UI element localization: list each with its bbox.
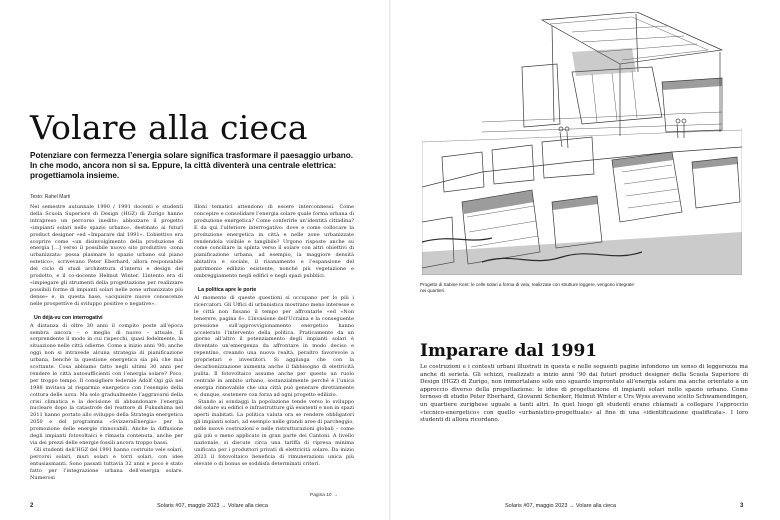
architectural-sketch-illustration [422, 12, 742, 275]
continue-link[interactable]: Pagina 10 → [310, 493, 338, 498]
right-body-column [420, 364, 748, 498]
right-page [390, 0, 780, 520]
paragraph: Illoni tematici attendono di essere interconnessi. Come concepire e consolidare l’energia solare quale forma urbana di produzione energetica? Come conferirle un’identità cittadina? E da qui l’ulteriore interrogativo: dove e come collocare la produzione energetica in città e nelle zone urbanizzate rendendola visibile e tangibile? Urgono risposte anche su come conciliare la spinta verso il solare con altri obiettivi di pianificazione urbana, ad esempio, la maggiore densità abitativa e sociale, il risanamento e l’espansione del patrimonio edilizio esistente, nonché più vegetazione e ombreggiamento negli edifici e negli spazi pubblici. [194, 204, 354, 280]
subheading-politica: La politica apre le porte [198, 286, 257, 293]
byline: Testo: Rahel Marti [30, 194, 71, 200]
paragraph: Al momento di queste questioni si occupano per lo più i ricercatori. Gli Uffici di urbanistica mostrano meno interesse e le città non fissano il tempo per affrontarle «ed «Non tenerere, pagina 6». L’invasione dell’Ucraina e la conseguente pressione sull’approvvigionamento energetico hanno accelerato l’intervento della politica. Praticamente da un giorno all’altro il potenziamento degli impianti solari è diventato un’emergenza da affrontare in modo deciso e repentino, creando una nuova realtà, peraltro favorevole a proprietari e investitori. Si aggiunga che con la decarbonizzazione aumenta anche il fabbisogno di elettricità pulita. Il fotovoltaico assume anche per questo un ruolo centrale in ambito urbano, sostanzialmente perché è l’unica energia rinnovabile che una città può generare direttamente e, dunque, sostenere con forza ad ogni progetto edilizio. [194, 294, 354, 398]
image-caption: Progetto di Sabine Kent: le celle solari a forma di vela, realizzate con strutture leggere, vengono integrate nei quartieri. [420, 282, 634, 293]
body-column-2 [194, 204, 354, 498]
paragraph: Stando ai sondaggi la popolazione tende verso lo sviluppo del solare su edifici e infrastrutture già esistenti e non in spazi aperti inabitati. La politica valuta ora se rendere obbligatori gli impianti solari, ad esempio nelle grandi aree di parcheggio, nelle nuove costruzioni e nelle ristrutturazioni globali – come già più o meno applicato in gran parte dei Cantoni. A livello nazionale, si discute circa una tariffa di ripresa minima unificata per i produttori privati di elettricità solare. Da inizio 2023 il fotovoltaico beneficia di rimunerazioni unica più elevate o di bonus se soddisfa determinati criteri. [194, 398, 354, 467]
article-title: Volare alla cieca [30, 108, 308, 147]
paragraph: Le costruzioni e i contesti urbani illustrati in questa e nelle seguenti pagine infondono un senso di leggerezza ma anche di serietà. Gli schizzi, realizzati a inizio anni ’90 dai futuri product designer della Scuola Superiore di Design (HGZ) di Zurigo, non immortalano solo uno sguardo improntato all’energia solare ma anche orientato a un approccio diverso della progettazione: le idee di progettazione di impianti solari nello spazio urbano. Come ternoso di studio Peter Eberhard, Giovanni Schenker, Helmut Winter e Urs Wyss avevano scelto Schwamendingen, un quartiere zurighese uguale a tanti altri. In quel luogo gli studenti erano chiamati a collegare l’approccio «tecnico-energetico» con quello «urbanistico-progettuale» al fine di una «identificazione qualificata». I loro studenti di allora ricordano. [420, 364, 748, 424]
page-number-left: 2 [30, 503, 34, 509]
article-deck: Potenziare con fermezza l’energia solare significa trasformare il paesaggio urbano. In che modo, ancora non si sa. Eppure, la città diventerà una centrale elettrica: progettiamola insieme. [30, 151, 354, 181]
body-column-1 [30, 204, 183, 498]
paragraph: Gli studenti dell’HGZ del 1991 hanno costruito vele solari, percorsi solari, muri solari e torri solari, con idee entusiasmanti. Sono passati tuttavia 32 anni e poco è stato fatto per l’integrazione urbana dell’energia solare. Numerosi [30, 446, 183, 481]
running-footer-right: Solaris #07, maggio 2023 → Volare alla cieca [505, 503, 616, 509]
section-heading: Imparare dal 1991 [420, 341, 598, 361]
paragraph: Nel semestre autunnale 1990 / 1991 docenti e studenti della Scuola Superiore di Design (HGZ) di Zurigo hanno intrapreso un percorso inedito: abbozzare il progetto «impianti solari nello spazio urbano», destinato ai futuri product designer «ed «Imparare dal 1991». L’obiettivo era scoprire come «un disinvolgimento della produzione di energia […] verso il possibile nuovo sito produttivo ‹zona urbanizzata› possa plasmare lo spazio urbano sul piano estetico», scrivevano Peter Eberhard, allora responsabile del ciclo di studi architettura d’interni e design del prodotto, e il co-docente Helmut Winter. L’intento era di «impiegare gli strumenti della progettazione per realizzare possibili forme di impianti solari nelle zone urbanizzate più dense» e, in questa base, «acquisire nuove conoscenze nelle prospettive di sviluppo positive o negative». [30, 204, 183, 307]
page-number-right: 3 [740, 503, 744, 509]
paragraph: A distanza di oltre 30 anni il compito poste all’epoca sembra ancora – o meglio di nuovo – attuale. E sorprendente il modo in cui rispecchi, quasi fedelmente, la situazione nelle città odierne. Come a inizio anni ’90, anche oggi non si intravede alcuna strategia di pianificazione urbana, benché la questione energetica sia più che mai scottante. Cosa abbiamo fatto negli ultimi 30 anni per rendere le città autosufficienti con l’energia solare? Poco, per troppo tempo. Il consigliere federale Adolf Ogi già nel 1988 invitava al risparmio energetico con l’esempio della cottura delle uova. Ma solo gradualmente l’aggravarsi della crisi climatica e la decisione di abbandonare l’energia nucleare dopo la catastrofe del reattore di Fukushima nel 2011 hanno portato allo sviluppo della Strategia energetica 2050 e del programma «SvizzeraEnergia» per la promozione delle energie rinnovabili. Anche la diffusione degli impianti fotovoltaici è rimasta contenuta, anche per via dei prezzi delle energie fossili ancora troppo bassi. [30, 322, 183, 446]
running-footer-left: Solaris #07, maggio 2023 → Volare alla cieca [157, 503, 268, 509]
subheading-deja-vu: Un déjà-vu con interrogativi [34, 314, 103, 321]
